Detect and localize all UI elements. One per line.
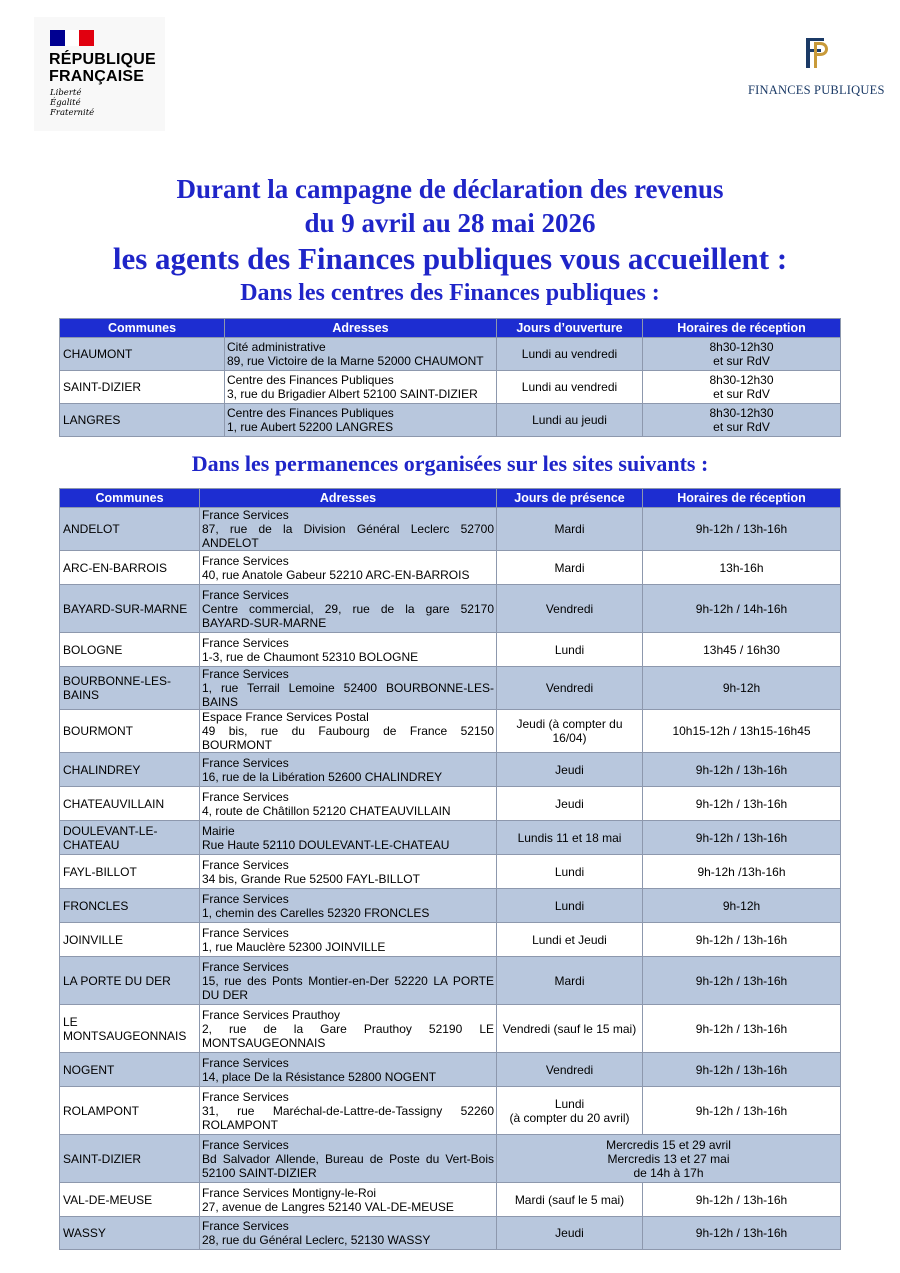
commune-cell: ANDELOT [60, 508, 200, 551]
address-cell: France Services 1, chemin des Carelles 52320 FRONCLES [200, 889, 497, 923]
table-row [60, 855, 841, 889]
hours-cell: 10h15-12h / 13h15-16h45 [643, 710, 841, 753]
marianne-flag-icon [50, 30, 94, 46]
address-cell: France Services 16, rue de la Libération 52600 CHALINDREY [200, 753, 497, 787]
address-cell: France Services 87, rue de la Division Général Leclerc 52700 ANDELOT [200, 508, 497, 551]
hours-cell: 9h-12h /13h-16h [643, 855, 841, 889]
table-row [60, 633, 841, 667]
table-header-row [60, 489, 841, 508]
commune-cell: JOINVILLE [60, 923, 200, 957]
commune-cell: BOLOGNE [60, 633, 200, 667]
days-cell: Lundi (à compter du 20 avril) [497, 1087, 643, 1135]
commune-cell: LA PORTE DU DER [60, 957, 200, 1005]
merged-schedule-cell: Mercredis 15 et 29 avril Mercredis 13 et 27 mai de 14h à 17h [497, 1135, 841, 1183]
address-cell: France Services 28, rue du Général Leclerc, 52130 WASSY [200, 1217, 497, 1250]
days-cell: Mardi [497, 957, 643, 1005]
days-cell: Vendredi [497, 1053, 643, 1087]
commune-cell: BOURBONNE-LES-BAINS [60, 667, 200, 710]
commune-cell: SAINT-DIZIER [60, 1135, 200, 1183]
column-header: Adresses [225, 319, 497, 338]
table-row [60, 585, 841, 633]
table-row [60, 1217, 841, 1250]
title-line-2: du 9 avril au 28 mai 2026 [304, 208, 596, 238]
hours-cell: 9h-12h / 13h-16h [643, 1005, 841, 1053]
hours-cell: 13h45 / 16h30 [643, 633, 841, 667]
address-cell: Centre des Finances Publiques 1, rue Aubert 52200 LANGRES [225, 404, 497, 437]
address-cell: France Services Montigny-le-Roi 27, avenue de Langres 52140 VAL-DE-MEUSE [200, 1183, 497, 1217]
hours-cell: 9h-12h / 13h-16h [643, 1217, 841, 1250]
address-cell: France Services 40, rue Anatole Gabeur 52210 ARC-EN-BARROIS [200, 551, 497, 585]
commune-cell: ROLAMPONT [60, 1087, 200, 1135]
days-cell: Vendredi [497, 585, 643, 633]
table-row [60, 1087, 841, 1135]
days-cell: Mardi [497, 508, 643, 551]
hours-cell: 9h-12h / 13h-16h [643, 1183, 841, 1217]
permanences-table [59, 488, 841, 1250]
days-cell: Jeudi [497, 1217, 643, 1250]
address-cell: France Services 31, rue Maréchal-de-Lattre-de-Tassigny 52260 ROLAMPONT [200, 1087, 497, 1135]
days-cell: Lundi [497, 855, 643, 889]
hours-cell: 8h30-12h30 et sur RdV [643, 371, 841, 404]
address-cell: France Services 14, place De la Résistance 52800 NOGENT [200, 1053, 497, 1087]
table-row [60, 753, 841, 787]
address-cell: France Services 4, route de Châtillon 52120 CHATEAUVILLAIN [200, 787, 497, 821]
finances-publiques-logo [748, 32, 885, 98]
commune-cell: ARC-EN-BARROIS [60, 551, 200, 585]
hours-cell: 9h-12h / 13h-16h [643, 787, 841, 821]
days-cell: Lundi [497, 633, 643, 667]
table-row [60, 710, 841, 753]
hours-cell: 9h-12h / 14h-16h [643, 585, 841, 633]
hours-cell: 9h-12h / 13h-16h [643, 508, 841, 551]
fp-name: FINANCES PUBLIQUES [748, 83, 885, 97]
table-row [60, 1053, 841, 1087]
days-cell: Mardi (sauf le 5 mai) [497, 1183, 643, 1217]
commune-cell: WASSY [60, 1217, 200, 1250]
column-header: Jours de présence [497, 489, 643, 508]
section-title-centres: Dans les centres des Finances publiques : [240, 280, 660, 306]
days-cell: Lundi au vendredi [497, 338, 643, 371]
column-header: Horaires de réception [643, 319, 841, 338]
table-row [60, 371, 841, 404]
commune-cell: BOURMONT [60, 710, 200, 753]
commune-cell: FAYL-BILLOT [60, 855, 200, 889]
table-row [60, 1005, 841, 1053]
table-row [60, 1183, 841, 1217]
address-cell: Centre des Finances Publiques 3, rue du Brigadier Albert 52100 SAINT-DIZIER [225, 371, 497, 404]
column-header: Communes [60, 489, 200, 508]
days-cell: Mardi [497, 551, 643, 585]
hours-cell: 9h-12h / 13h-16h [643, 753, 841, 787]
commune-cell: CHAUMONT [60, 338, 225, 371]
centres-table [59, 318, 841, 437]
days-cell: Jeudi [497, 787, 643, 821]
days-cell: Jeudi [497, 753, 643, 787]
address-cell: France Services 15, rue des Ponts Montier-en-Der 52220 LA PORTE DU DER [200, 957, 497, 1005]
table-row [60, 667, 841, 710]
commune-cell: VAL-DE-MEUSE [60, 1183, 200, 1217]
commune-cell: SAINT-DIZIER [60, 371, 225, 404]
column-header: Communes [60, 319, 225, 338]
table-row [60, 508, 841, 551]
column-header: Horaires de réception [643, 489, 841, 508]
commune-cell: FRONCLES [60, 889, 200, 923]
page-title [0, 172, 900, 308]
column-header: Jours d’ouverture [497, 319, 643, 338]
address-cell: France Services Centre commercial, 29, rue de la gare 52170 BAYARD-SUR-MARNE [200, 585, 497, 633]
hours-cell: 8h30-12h30 et sur RdV [643, 404, 841, 437]
commune-cell: LE MONTSAUGEONNAIS [60, 1005, 200, 1053]
address-cell: France Services 1-3, rue de Chaumont 52310 BOLOGNE [200, 633, 497, 667]
table-row [60, 923, 841, 957]
column-header: Adresses [200, 489, 497, 508]
hours-cell: 9h-12h / 13h-16h [643, 821, 841, 855]
commune-cell: NOGENT [60, 1053, 200, 1087]
commune-cell: CHATEAUVILLAIN [60, 787, 200, 821]
hours-cell: 8h30-12h30 et sur RdV [643, 338, 841, 371]
days-cell: Lundi et Jeudi [497, 923, 643, 957]
days-cell: Lundis 11 et 18 mai [497, 821, 643, 855]
hours-cell: 13h-16h [643, 551, 841, 585]
table-row [60, 821, 841, 855]
days-cell: Lundi [497, 889, 643, 923]
hours-cell: 9h-12h [643, 667, 841, 710]
rf-name: RÉPUBLIQUE FRANÇAISE [49, 51, 156, 85]
hours-cell: 9h-12h / 13h-16h [643, 1087, 841, 1135]
address-cell: Cité administrative 89, rue Victoire de la Marne 52000 CHAUMONT [225, 338, 497, 371]
address-cell: France Services 1, rue Terrail Lemoine 52400 BOURBONNE-LES-BAINS [200, 667, 497, 710]
table-row [60, 551, 841, 585]
address-cell: France Services 1, rue Mauclère 52300 JOINVILLE [200, 923, 497, 957]
address-cell: Espace France Services Postal 49 bis, rue du Faubourg de France 52150 BOURMONT [200, 710, 497, 753]
commune-cell: LANGRES [60, 404, 225, 437]
republique-francaise-logo [34, 17, 165, 131]
table-row [60, 1135, 841, 1183]
section-title-permanences: Dans les permanences organisées sur les sites suivants : [191, 451, 709, 476]
hours-cell: 9h-12h / 13h-16h [643, 957, 841, 1005]
rf-motto: Liberté Égalité Fraternité [50, 88, 95, 118]
days-cell: Lundi au jeudi [497, 404, 643, 437]
table-row [60, 957, 841, 1005]
address-cell: France Services 34 bis, Grande Rue 52500 FAYL-BILLOT [200, 855, 497, 889]
days-cell: Vendredi [497, 667, 643, 710]
hours-cell: 9h-12h [643, 889, 841, 923]
days-cell: Lundi au vendredi [497, 371, 643, 404]
address-cell: Mairie Rue Haute 52110 DOULEVANT-LE-CHATEAU [200, 821, 497, 855]
table-row [60, 889, 841, 923]
commune-cell: CHALINDREY [60, 753, 200, 787]
days-cell: Vendredi (sauf le 15 mai) [497, 1005, 643, 1053]
commune-cell: BAYARD-SUR-MARNE [60, 585, 200, 633]
fp-monogram-icon [794, 32, 834, 72]
table-row [60, 787, 841, 821]
table-row [60, 338, 841, 371]
hours-cell: 9h-12h / 13h-16h [643, 923, 841, 957]
table-row [60, 404, 841, 437]
title-line-3: les agents des Finances publiques vous accueillent : [112, 241, 788, 276]
days-cell: Jeudi (à compter du 16/04) [497, 710, 643, 753]
title-line-1: Durant la campagne de déclaration des revenus [176, 174, 724, 204]
address-cell: France Services Bd Salvador Allende, Bureau de Poste du Vert-Bois 52100 SAINT-DIZIER [200, 1135, 497, 1183]
commune-cell: DOULEVANT-LE-CHATEAU [60, 821, 200, 855]
hours-cell: 9h-12h / 13h-16h [643, 1053, 841, 1087]
table-header-row [60, 319, 841, 338]
address-cell: France Services Prauthoy 2, rue de la Gare Prauthoy 52190 LE MONTSAUGEONNAIS [200, 1005, 497, 1053]
